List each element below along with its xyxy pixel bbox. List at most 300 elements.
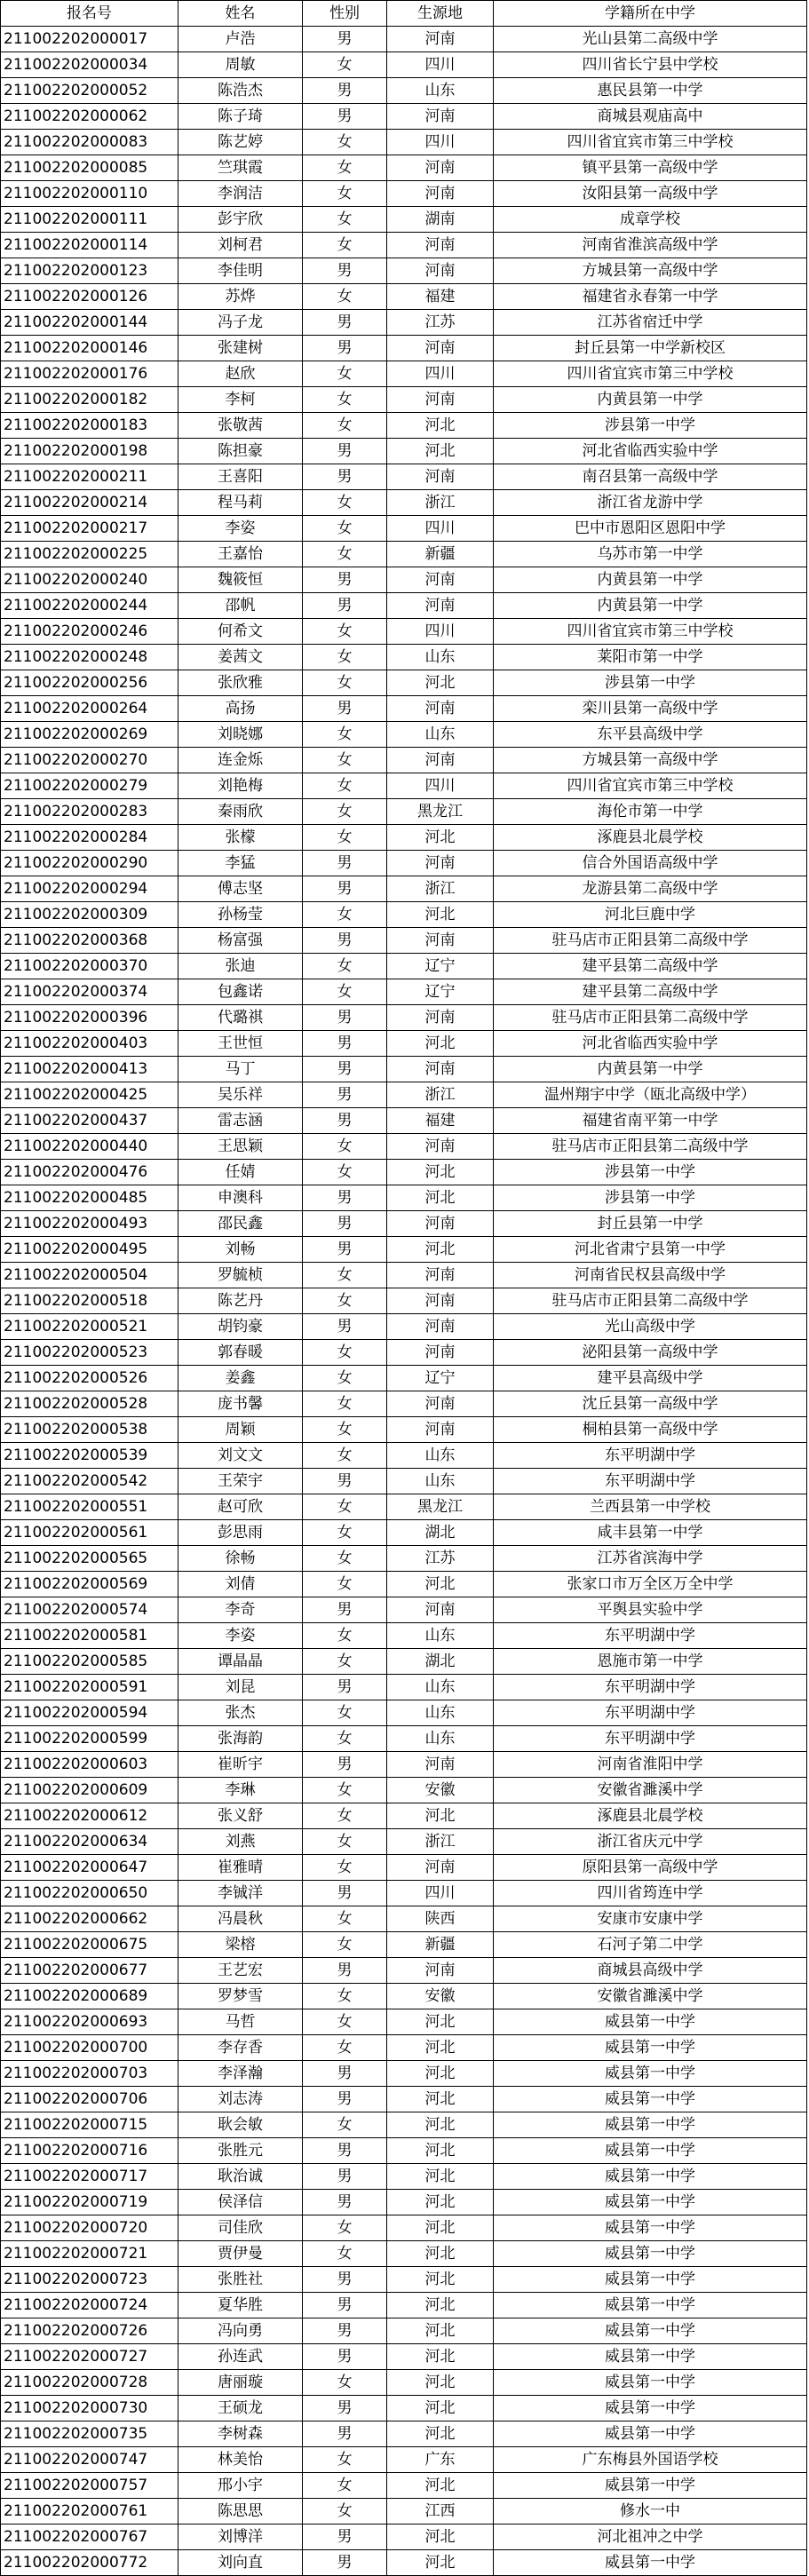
cell-registration-number: 211002202000403 [1, 1031, 178, 1057]
cell-name: 邵民鑫 [178, 1211, 303, 1237]
table-row [1, 1829, 807, 1855]
cell-registration-number: 211002202000716 [1, 2138, 178, 2164]
cell-name: 李树森 [178, 2421, 303, 2447]
cell-name: 刘博洋 [178, 2524, 303, 2550]
cell-gender: 女 [303, 2215, 387, 2241]
cell-name: 崔雅晴 [178, 1855, 303, 1881]
cell-gender: 男 [303, 696, 387, 722]
cell-school: 威县第一中学 [494, 2009, 807, 2035]
cell-name: 刘艳梅 [178, 773, 303, 799]
cell-origin: 河南 [387, 464, 494, 490]
cell-gender: 女 [303, 1855, 387, 1881]
cell-gender: 女 [303, 2370, 387, 2396]
table-row [1, 979, 807, 1005]
cell-name: 高扬 [178, 696, 303, 722]
table-row [1, 2524, 807, 2550]
cell-origin: 河南 [387, 1134, 494, 1160]
cell-name: 罗毓桢 [178, 1263, 303, 1288]
cell-school: 汝阳县第一高级中学 [494, 181, 807, 207]
cell-gender: 女 [303, 2035, 387, 2061]
cell-gender: 女 [303, 2473, 387, 2499]
cell-gender: 女 [303, 1520, 387, 1546]
cell-name: 唐丽璇 [178, 2370, 303, 2396]
cell-gender: 女 [303, 181, 387, 207]
cell-gender: 男 [303, 1082, 387, 1108]
cell-registration-number: 211002202000726 [1, 2318, 178, 2344]
cell-name: 雷志涵 [178, 1108, 303, 1134]
cell-school: 驻马店市正阳县第二高级中学 [494, 1288, 807, 1314]
cell-origin: 河南 [387, 27, 494, 52]
cell-school: 建平县高级中学 [494, 1366, 807, 1391]
cell-gender: 男 [303, 2293, 387, 2318]
cell-gender: 男 [303, 1108, 387, 1134]
table-row [1, 2421, 807, 2447]
table-row [1, 1417, 807, 1443]
cell-registration-number: 211002202000634 [1, 1829, 178, 1855]
cell-origin: 辽宁 [387, 979, 494, 1005]
table-row [1, 2550, 807, 2576]
cell-school: 安徽省濉溪中学 [494, 1984, 807, 2009]
cell-gender: 女 [303, 1649, 387, 1675]
cell-school: 浙江省庆元中学 [494, 1829, 807, 1855]
table-row [1, 902, 807, 928]
cell-name: 彭宇欣 [178, 207, 303, 233]
cell-registration-number: 211002202000182 [1, 387, 178, 413]
table-row [1, 799, 807, 825]
cell-registration-number: 211002202000110 [1, 181, 178, 207]
cell-registration-number: 211002202000689 [1, 1984, 178, 2009]
cell-origin: 河南 [387, 748, 494, 773]
cell-name: 冯晨秋 [178, 1906, 303, 1932]
table-row [1, 387, 807, 413]
cell-school: 威县第一中学 [494, 2241, 807, 2267]
cell-registration-number: 211002202000561 [1, 1520, 178, 1546]
cell-gender: 女 [303, 1391, 387, 1417]
cell-school: 张家口市万全区万全中学 [494, 1572, 807, 1597]
cell-name: 苏烨 [178, 284, 303, 310]
cell-gender: 女 [303, 1572, 387, 1597]
cell-gender: 女 [303, 413, 387, 439]
cell-origin: 河南 [387, 567, 494, 593]
cell-gender: 女 [303, 1366, 387, 1391]
cell-school: 四川省宜宾市第三中学校 [494, 130, 807, 155]
cell-name: 侯泽信 [178, 2190, 303, 2215]
table-row [1, 1778, 807, 1803]
cell-gender: 女 [303, 2112, 387, 2138]
table-row [1, 2267, 807, 2293]
cell-gender: 男 [303, 1958, 387, 1984]
cell-school: 河南省淮滨高级中学 [494, 233, 807, 258]
cell-school: 内黄县第一中学 [494, 593, 807, 619]
cell-registration-number: 211002202000727 [1, 2344, 178, 2370]
cell-name: 彭思雨 [178, 1520, 303, 1546]
cell-school: 河北省肃宁县第一中学 [494, 1237, 807, 1263]
cell-registration-number: 211002202000721 [1, 2241, 178, 2267]
cell-gender: 男 [303, 1185, 387, 1211]
cell-registration-number: 211002202000728 [1, 2370, 178, 2396]
table-row [1, 1031, 807, 1057]
table-row [1, 1082, 807, 1108]
cell-school: 河北省临西实验中学 [494, 439, 807, 464]
cell-school: 河北省临西实验中学 [494, 1031, 807, 1057]
table-row [1, 1932, 807, 1958]
cell-gender: 女 [303, 2447, 387, 2473]
cell-school: 威县第一中学 [494, 2190, 807, 2215]
cell-origin: 广东 [387, 2447, 494, 2473]
cell-registration-number: 211002202000542 [1, 1469, 178, 1494]
cell-gender: 女 [303, 155, 387, 181]
cell-registration-number: 211002202000111 [1, 207, 178, 233]
cell-school: 信合外国语高级中学 [494, 851, 807, 876]
cell-registration-number: 211002202000114 [1, 233, 178, 258]
cell-registration-number: 211002202000290 [1, 851, 178, 876]
table-row [1, 1855, 807, 1881]
cell-name: 梁榕 [178, 1932, 303, 1958]
table-row [1, 2087, 807, 2112]
cell-origin: 河南 [387, 928, 494, 954]
cell-name: 李奇 [178, 1597, 303, 1623]
cell-origin: 四川 [387, 773, 494, 799]
cell-origin: 河南 [387, 387, 494, 413]
cell-origin: 河南 [387, 1958, 494, 1984]
table-row [1, 696, 807, 722]
cell-school: 福建省永春第一中学 [494, 284, 807, 310]
header-name: 姓名 [178, 1, 303, 27]
cell-registration-number: 211002202000715 [1, 2112, 178, 2138]
table-row [1, 336, 807, 361]
cell-school: 威县第一中学 [494, 2215, 807, 2241]
cell-registration-number: 211002202000521 [1, 1314, 178, 1340]
cell-registration-number: 211002202000612 [1, 1803, 178, 1829]
table-row [1, 155, 807, 181]
header-origin: 生源地 [387, 1, 494, 27]
cell-name: 张胜社 [178, 2267, 303, 2293]
cell-origin: 河北 [387, 2473, 494, 2499]
cell-origin: 黑龙江 [387, 1494, 494, 1520]
cell-name: 孙杨莹 [178, 902, 303, 928]
cell-registration-number: 211002202000747 [1, 2447, 178, 2473]
table-row [1, 1546, 807, 1572]
cell-registration-number: 211002202000284 [1, 825, 178, 851]
table-row [1, 1906, 807, 1932]
cell-gender: 男 [303, 2344, 387, 2370]
table-row [1, 825, 807, 851]
cell-origin: 四川 [387, 130, 494, 155]
cell-school: 东平县高级中学 [494, 722, 807, 748]
cell-name: 张敬茜 [178, 413, 303, 439]
cell-registration-number: 211002202000730 [1, 2396, 178, 2421]
cell-name: 马哲 [178, 2009, 303, 2035]
table-row [1, 773, 807, 799]
cell-school: 驻马店市正阳县第二高级中学 [494, 928, 807, 954]
cell-gender: 男 [303, 1881, 387, 1906]
cell-gender: 男 [303, 593, 387, 619]
cell-origin: 河南 [387, 696, 494, 722]
cell-registration-number: 211002202000594 [1, 1700, 178, 1726]
cell-registration-number: 211002202000609 [1, 1778, 178, 1803]
cell-name: 张杰 [178, 1700, 303, 1726]
cell-gender: 女 [303, 1829, 387, 1855]
table-row [1, 1340, 807, 1366]
cell-registration-number: 211002202000244 [1, 593, 178, 619]
cell-name: 姜茜文 [178, 645, 303, 670]
cell-school: 光山高级中学 [494, 1314, 807, 1340]
table-row [1, 1623, 807, 1649]
cell-origin: 浙江 [387, 490, 494, 516]
cell-gender: 女 [303, 1932, 387, 1958]
cell-name: 胡钧豪 [178, 1314, 303, 1340]
cell-origin: 河北 [387, 2061, 494, 2087]
cell-registration-number: 211002202000211 [1, 464, 178, 490]
cell-registration-number: 211002202000585 [1, 1649, 178, 1675]
cell-school: 涉县第一中学 [494, 670, 807, 696]
cell-name: 李铖洋 [178, 1881, 303, 1906]
cell-gender: 男 [303, 464, 387, 490]
cell-name: 王世恒 [178, 1031, 303, 1057]
table-row [1, 2396, 807, 2421]
cell-registration-number: 211002202000523 [1, 1340, 178, 1366]
cell-gender: 男 [303, 2087, 387, 2112]
cell-school: 涉县第一中学 [494, 413, 807, 439]
cell-name: 陈浩杰 [178, 78, 303, 104]
cell-gender: 女 [303, 645, 387, 670]
cell-origin: 浙江 [387, 1829, 494, 1855]
cell-registration-number: 211002202000493 [1, 1211, 178, 1237]
cell-origin: 河北 [387, 2550, 494, 2576]
cell-registration-number: 211002202000518 [1, 1288, 178, 1314]
cell-gender: 女 [303, 2009, 387, 2035]
cell-gender: 女 [303, 516, 387, 542]
cell-school: 东平明湖中学 [494, 1469, 807, 1494]
cell-registration-number: 211002202000083 [1, 130, 178, 155]
cell-name: 魏筱恒 [178, 567, 303, 593]
cell-registration-number: 211002202000437 [1, 1108, 178, 1134]
cell-name: 竺琪霞 [178, 155, 303, 181]
cell-school: 原阳县第一高级中学 [494, 1855, 807, 1881]
cell-gender: 男 [303, 1469, 387, 1494]
table-row [1, 722, 807, 748]
cell-origin: 河北 [387, 2396, 494, 2421]
cell-gender: 女 [303, 1984, 387, 2009]
cell-origin: 河北 [387, 439, 494, 464]
cell-name: 刘畅 [178, 1237, 303, 1263]
cell-origin: 河北 [387, 1803, 494, 1829]
cell-origin: 河北 [387, 1185, 494, 1211]
cell-origin: 江西 [387, 2499, 494, 2524]
header-gender: 性别 [303, 1, 387, 27]
cell-gender: 女 [303, 361, 387, 387]
cell-name: 谭晶晶 [178, 1649, 303, 1675]
cell-name: 何希文 [178, 619, 303, 645]
cell-origin: 河南 [387, 181, 494, 207]
cell-gender: 女 [303, 490, 387, 516]
table-body [1, 27, 807, 2576]
table-row [1, 1597, 807, 1623]
table-row [1, 2138, 807, 2164]
cell-name: 陈思思 [178, 2499, 303, 2524]
cell-gender: 女 [303, 2241, 387, 2267]
cell-origin: 河南 [387, 1211, 494, 1237]
cell-name: 姜鑫 [178, 1366, 303, 1391]
table-row [1, 2447, 807, 2473]
table-row [1, 1211, 807, 1237]
cell-school: 方城县第一高级中学 [494, 258, 807, 284]
table-row [1, 413, 807, 439]
cell-gender: 男 [303, 78, 387, 104]
cell-school: 巴中市恩阳区恩阳中学 [494, 516, 807, 542]
cell-registration-number: 211002202000146 [1, 336, 178, 361]
cell-origin: 黑龙江 [387, 799, 494, 825]
cell-gender: 女 [303, 1726, 387, 1752]
table-row [1, 593, 807, 619]
cell-registration-number: 211002202000309 [1, 902, 178, 928]
cell-name: 赵欣 [178, 361, 303, 387]
cell-school: 浙江省龙游中学 [494, 490, 807, 516]
cell-gender: 女 [303, 1417, 387, 1443]
table-row [1, 567, 807, 593]
cell-school: 四川省宜宾市第三中学校 [494, 361, 807, 387]
cell-registration-number: 211002202000703 [1, 2061, 178, 2087]
cell-name: 司佳欣 [178, 2215, 303, 2241]
cell-name: 张义舒 [178, 1803, 303, 1829]
cell-school: 四川省长宁县中学校 [494, 52, 807, 78]
cell-origin: 福建 [387, 1108, 494, 1134]
cell-registration-number: 211002202000052 [1, 78, 178, 104]
cell-registration-number: 211002202000772 [1, 2550, 178, 2576]
cell-school: 桐柏县第一高级中学 [494, 1417, 807, 1443]
cell-school: 涿鹿县北晨学校 [494, 1803, 807, 1829]
cell-gender: 男 [303, 1597, 387, 1623]
cell-registration-number: 211002202000279 [1, 773, 178, 799]
cell-school: 石河子第二中学 [494, 1932, 807, 1958]
cell-registration-number: 211002202000528 [1, 1391, 178, 1417]
cell-origin: 四川 [387, 516, 494, 542]
table-row [1, 1494, 807, 1520]
cell-registration-number: 211002202000269 [1, 722, 178, 748]
table-row [1, 1520, 807, 1546]
table-row [1, 1366, 807, 1391]
cell-origin: 安徽 [387, 1778, 494, 1803]
cell-name: 耿会敏 [178, 2112, 303, 2138]
cell-name: 崔昕宇 [178, 1752, 303, 1778]
cell-registration-number: 211002202000240 [1, 567, 178, 593]
cell-name: 刘燕 [178, 1829, 303, 1855]
cell-origin: 河北 [387, 1572, 494, 1597]
table-row [1, 542, 807, 567]
cell-name: 李姿 [178, 1623, 303, 1649]
cell-registration-number: 211002202000677 [1, 1958, 178, 1984]
cell-name: 赵可欣 [178, 1494, 303, 1520]
table-row [1, 1314, 807, 1340]
cell-name: 王艺宏 [178, 1958, 303, 1984]
cell-name: 李姿 [178, 516, 303, 542]
cell-origin: 陕西 [387, 1906, 494, 1932]
cell-school: 建平县第二高级中学 [494, 954, 807, 979]
cell-gender: 男 [303, 439, 387, 464]
cell-registration-number: 211002202000183 [1, 413, 178, 439]
cell-school: 江苏省宿迁中学 [494, 310, 807, 336]
cell-gender: 男 [303, 1031, 387, 1057]
cell-name: 周颖 [178, 1417, 303, 1443]
cell-name: 申澳科 [178, 1185, 303, 1211]
cell-gender: 男 [303, 876, 387, 902]
table-row [1, 130, 807, 155]
table-row [1, 2370, 807, 2396]
cell-gender: 男 [303, 2550, 387, 2576]
cell-gender: 男 [303, 1211, 387, 1237]
table-row [1, 1572, 807, 1597]
table-row [1, 78, 807, 104]
cell-registration-number: 211002202000126 [1, 284, 178, 310]
cell-gender: 女 [303, 1623, 387, 1649]
cell-origin: 河南 [387, 1263, 494, 1288]
cell-school: 南召县第一高级中学 [494, 464, 807, 490]
table-row [1, 2215, 807, 2241]
cell-school: 威县第一中学 [494, 2550, 807, 2576]
cell-gender: 女 [303, 1700, 387, 1726]
cell-origin: 浙江 [387, 1082, 494, 1108]
table-row [1, 851, 807, 876]
table-row [1, 27, 807, 52]
cell-school: 镇平县第一高级中学 [494, 155, 807, 181]
table-row [1, 310, 807, 336]
table-row [1, 1881, 807, 1906]
table-row [1, 1984, 807, 2009]
cell-name: 李润洁 [178, 181, 303, 207]
cell-origin: 河北 [387, 2215, 494, 2241]
cell-gender: 女 [303, 799, 387, 825]
cell-name: 刘柯君 [178, 233, 303, 258]
cell-registration-number: 211002202000062 [1, 104, 178, 130]
cell-name: 张迪 [178, 954, 303, 979]
table-row [1, 258, 807, 284]
cell-origin: 安徽 [387, 1984, 494, 2009]
cell-gender: 男 [303, 27, 387, 52]
cell-name: 陈子琦 [178, 104, 303, 130]
cell-gender: 男 [303, 336, 387, 361]
cell-gender: 女 [303, 619, 387, 645]
cell-school: 成章学校 [494, 207, 807, 233]
cell-gender: 女 [303, 773, 387, 799]
cell-school: 涉县第一中学 [494, 1185, 807, 1211]
cell-registration-number: 211002202000017 [1, 27, 178, 52]
table-row [1, 1237, 807, 1263]
cell-origin: 河南 [387, 1417, 494, 1443]
cell-registration-number: 211002202000650 [1, 1881, 178, 1906]
cell-registration-number: 211002202000719 [1, 2190, 178, 2215]
table-row [1, 52, 807, 78]
cell-registration-number: 211002202000504 [1, 1263, 178, 1288]
table-row [1, 1391, 807, 1417]
cell-registration-number: 211002202000476 [1, 1160, 178, 1185]
cell-name: 王荣宇 [178, 1469, 303, 1494]
cell-school: 龙游县第二高级中学 [494, 876, 807, 902]
table-row [1, 1675, 807, 1700]
cell-school: 内黄县第一中学 [494, 387, 807, 413]
table-row [1, 1185, 807, 1211]
cell-origin: 河南 [387, 1057, 494, 1082]
cell-name: 连金烁 [178, 748, 303, 773]
cell-school: 商城县高级中学 [494, 1958, 807, 1984]
table-row [1, 490, 807, 516]
cell-origin: 河北 [387, 2138, 494, 2164]
cell-origin: 江苏 [387, 310, 494, 336]
cell-origin: 山东 [387, 78, 494, 104]
cell-name: 张胜元 [178, 2138, 303, 2164]
table-row [1, 2318, 807, 2344]
cell-origin: 河南 [387, 336, 494, 361]
table-row [1, 2035, 807, 2061]
